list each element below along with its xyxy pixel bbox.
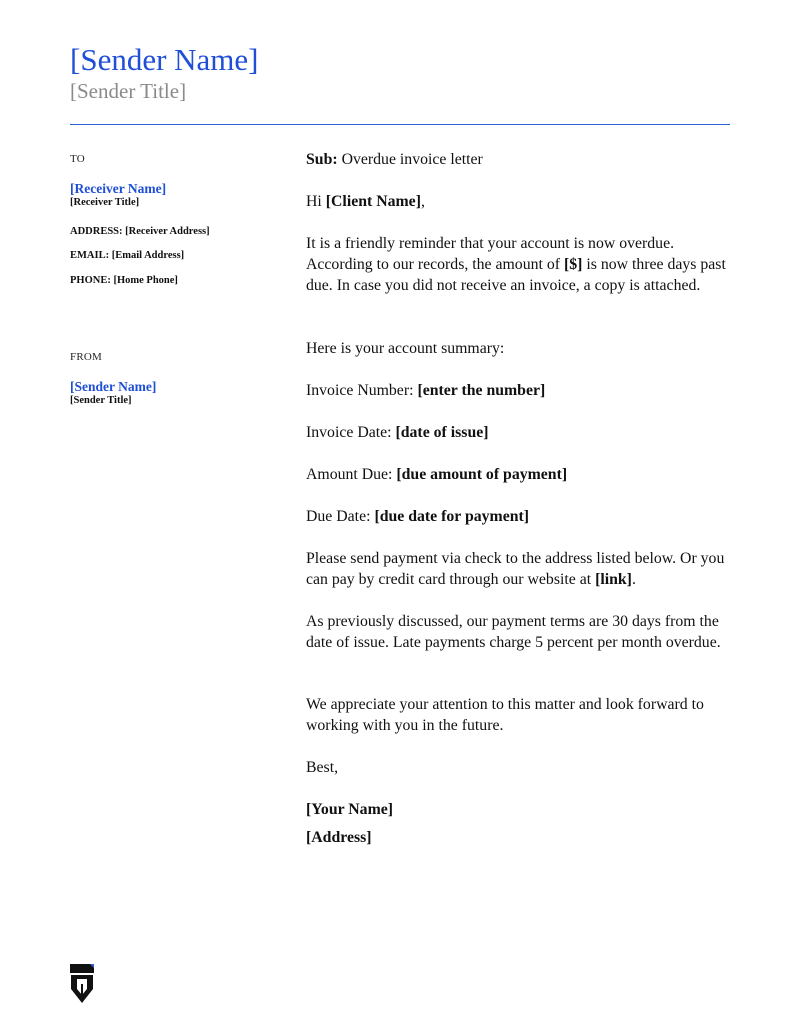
phone-value: [Home Phone]	[113, 275, 178, 286]
email-label: EMAIL:	[70, 250, 110, 261]
signature-name	[306, 799, 734, 820]
paragraph-reminder	[306, 233, 734, 296]
your-name: [Your Name]	[306, 801, 394, 818]
invoice-number-line	[306, 380, 734, 401]
subject-text: Overdue invoice letter	[341, 151, 483, 168]
invoice-number-label: Invoice Number:	[306, 382, 414, 399]
invoice-number-value: [enter the number]	[417, 382, 546, 399]
receiver-title: [Receiver Title]	[70, 197, 140, 208]
greeting-suffix: ,	[420, 193, 425, 210]
subject-line	[306, 149, 734, 170]
amount-due-value: [due amount of payment]	[396, 466, 568, 483]
payment-link[interactable]: [link]	[595, 571, 632, 588]
from-sender-title: [Sender Title]	[70, 395, 132, 406]
closing: Best,	[306, 759, 339, 776]
receiver-phone	[70, 275, 178, 286]
invoice-date-label: Invoice Date:	[306, 424, 392, 441]
due-date-line	[306, 506, 734, 527]
summary-intro: Here is your account summary:	[306, 340, 505, 357]
paragraph-terms: As previously discussed, our payment terms are 30 days from the date of issue. Late payments charge 5 percent per month overdue.	[306, 613, 721, 651]
phone-label: PHONE:	[70, 275, 111, 286]
due-date-label: Due Date:	[306, 508, 371, 525]
invoice-date-line	[306, 422, 734, 443]
from-label: FROM	[70, 351, 102, 363]
payment-text-a: Please send payment via check to the address listed below. Or you can pay by credit card through our website at	[306, 550, 725, 588]
from-sender-name: [Sender Name]	[70, 379, 157, 394]
paragraph-payment	[306, 548, 734, 590]
due-date-value: [due date for payment]	[374, 508, 530, 525]
to-label: TO	[70, 153, 85, 165]
reminder-text-b: is now three days past due. In case you did not receive an invoice, a copy is attached.	[306, 256, 726, 294]
paragraph-appreciation: We appreciate your attention to this matter and look forward to working with you in the future.	[306, 696, 704, 734]
reminder-text-a: It is a friendly reminder that your account is now overdue. According to our records, the amount of	[306, 235, 675, 273]
greeting-prefix: Hi	[306, 193, 322, 210]
greeting	[306, 191, 734, 212]
signature-address	[306, 827, 734, 848]
client-name: [Client Name]	[325, 193, 421, 210]
subject-label: Sub:	[306, 151, 338, 168]
pen-nib-logo-icon	[68, 962, 96, 1006]
payment-text-b: .	[631, 571, 636, 588]
receiver-name: [Receiver Name]	[70, 181, 167, 196]
address-label: ADDRESS:	[70, 226, 123, 237]
amount-due-line	[306, 464, 734, 485]
address-value: [Receiver Address]	[125, 226, 210, 237]
receiver-email	[70, 250, 184, 261]
invoice-date-value: [date of issue]	[395, 424, 489, 441]
your-address: [Address]	[306, 829, 372, 846]
receiver-address	[70, 226, 210, 237]
header-divider	[70, 124, 730, 125]
sender-name-heading: [Sender Name]	[70, 42, 259, 77]
amount-placeholder: [$]	[563, 256, 583, 273]
email-value: [Email Address]	[111, 250, 185, 261]
amount-due-label: Amount Due:	[306, 466, 393, 483]
sender-title-heading: [Sender Title]	[70, 79, 187, 103]
